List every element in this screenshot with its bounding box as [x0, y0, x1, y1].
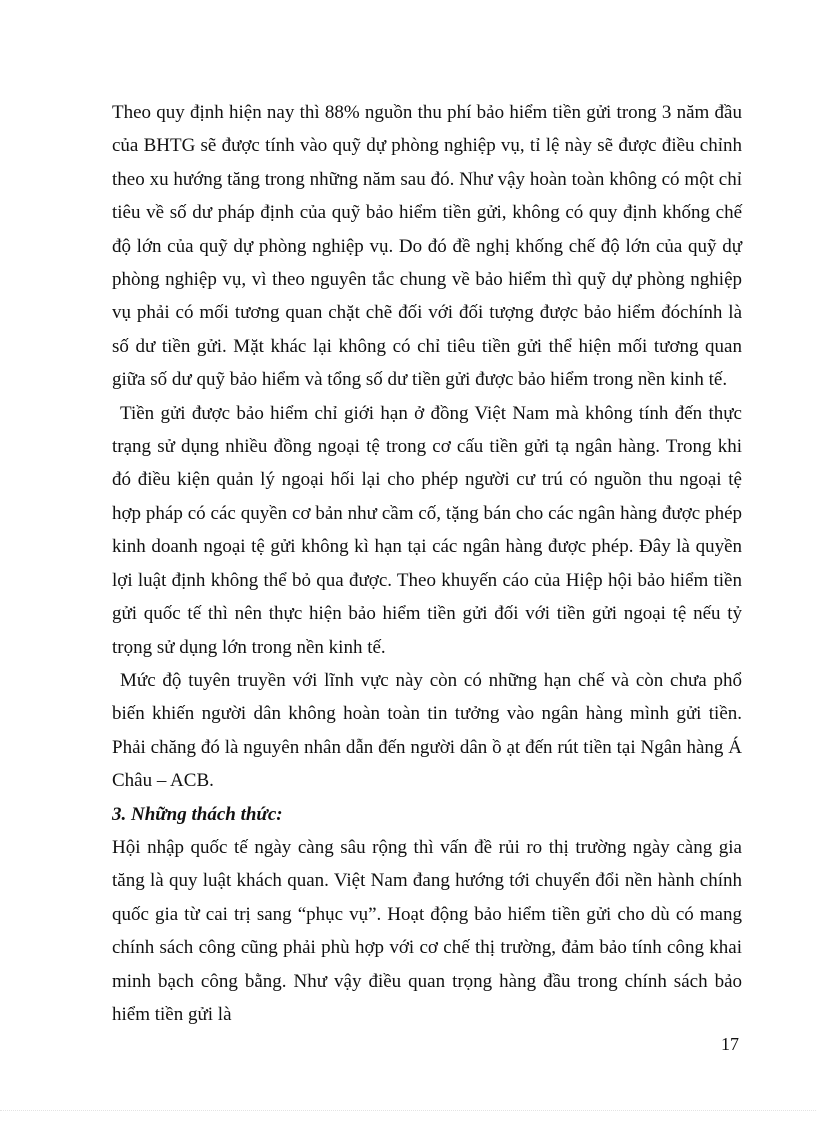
- section-heading: 3. Những thách thức:: [112, 803, 283, 825]
- paragraph-communication: Mức độ tuyên truyền với lĩnh vực này còn có những hạn chế và còn chưa phổ biến khiến người dân không hoàn toàn tin tưởng vào ngân hàng mình gửi tiền. Phải chăng đó là nguyên nhân dẫn đến người dân ồ ạt đến rút tiền tại Ngân hàng Á Châu – ACB.: [112, 669, 742, 792]
- body-text: [112, 96, 742, 1031]
- paragraph-insurance-fund: Theo quy định hiện nay thì 88% nguồn thu phí bảo hiểm tiền gửi trong 3 năm đầu của BHTG sẽ được tính vào quỹ dự phòng nghiệp vụ, tỉ lệ này sẽ được điều chỉnh theo xu hướng tăng trong những năm sau đó. Như vậy hoàn toàn không có một chỉ tiêu về số dư pháp định của quỹ bảo hiểm tiền gửi, không có quy định khống chế độ lớn của quỹ dự phòng nghiệp vụ. Do đó đề nghị khống chế độ lớn của quỹ dự phòng nghiệp vụ, vì theo nguyên tắc chung về bảo hiểm thì quỹ dự phòng nghiệp vụ phải có mối tương quan chặt chẽ đối với đối tượng được bảo hiểm đóchính là số dư tiền gửi. Mặt khác lại không có chỉ tiêu tiền gửi thể hiện mối tương quan giữa số dư quỹ bảo hiểm và tổng số dư tiền gửi được bảo hiểm trong nền kinh tế.: [112, 102, 742, 391]
- paragraph-foreign-currency: Tiền gửi được bảo hiểm chỉ giới hạn ở đồng Việt Nam mà không tính đến thực trạng sử dụng nhiều đồng ngoại tệ trong cơ cấu tiền gửi tạ ngân hàng. Trong khi đó điều kiện quản lý ngoại hối lại cho phép người cư trú có nguồn thu ngoại tệ hợp pháp có các quyền cơ bản như cầm cố, tặng bán cho các ngân hàng được phép kinh doanh ngoại tệ gửi không kì hạn tại các ngân hàng được phép. Đây là quyền lợi luật định không thể bỏ qua được. Theo khuyến cáo của Hiệp hội bảo hiểm tiền gửi quốc tế thì nên thực hiện bảo hiểm tiền gửi đối với tiền gửi ngoại tệ nếu tỷ trọng sử dụng lớn trong nền kinh tế.: [112, 402, 742, 658]
- paragraph-challenges: Hội nhập quốc tế ngày càng sâu rộng thì vấn đề rủi ro thị trường ngày càng gia tăng là quy luật khách quan. Việt Nam đang hướng tới chuyển đổi nền hành chính quốc gia từ cai trị sang “phục vụ”. Hoạt động bảo hiểm tiền gửi cho dù có mang chính sách công cũng phải phù hợp với cơ chế thị trường, đảm bảo tính công khai minh bạch công bằng. Như vậy điều quan trọng hàng đầu trong chính sách bảo hiểm tiền gửi là: [112, 836, 742, 1025]
- page-number: 17: [721, 1034, 739, 1054]
- footer-divider: [0, 1110, 816, 1111]
